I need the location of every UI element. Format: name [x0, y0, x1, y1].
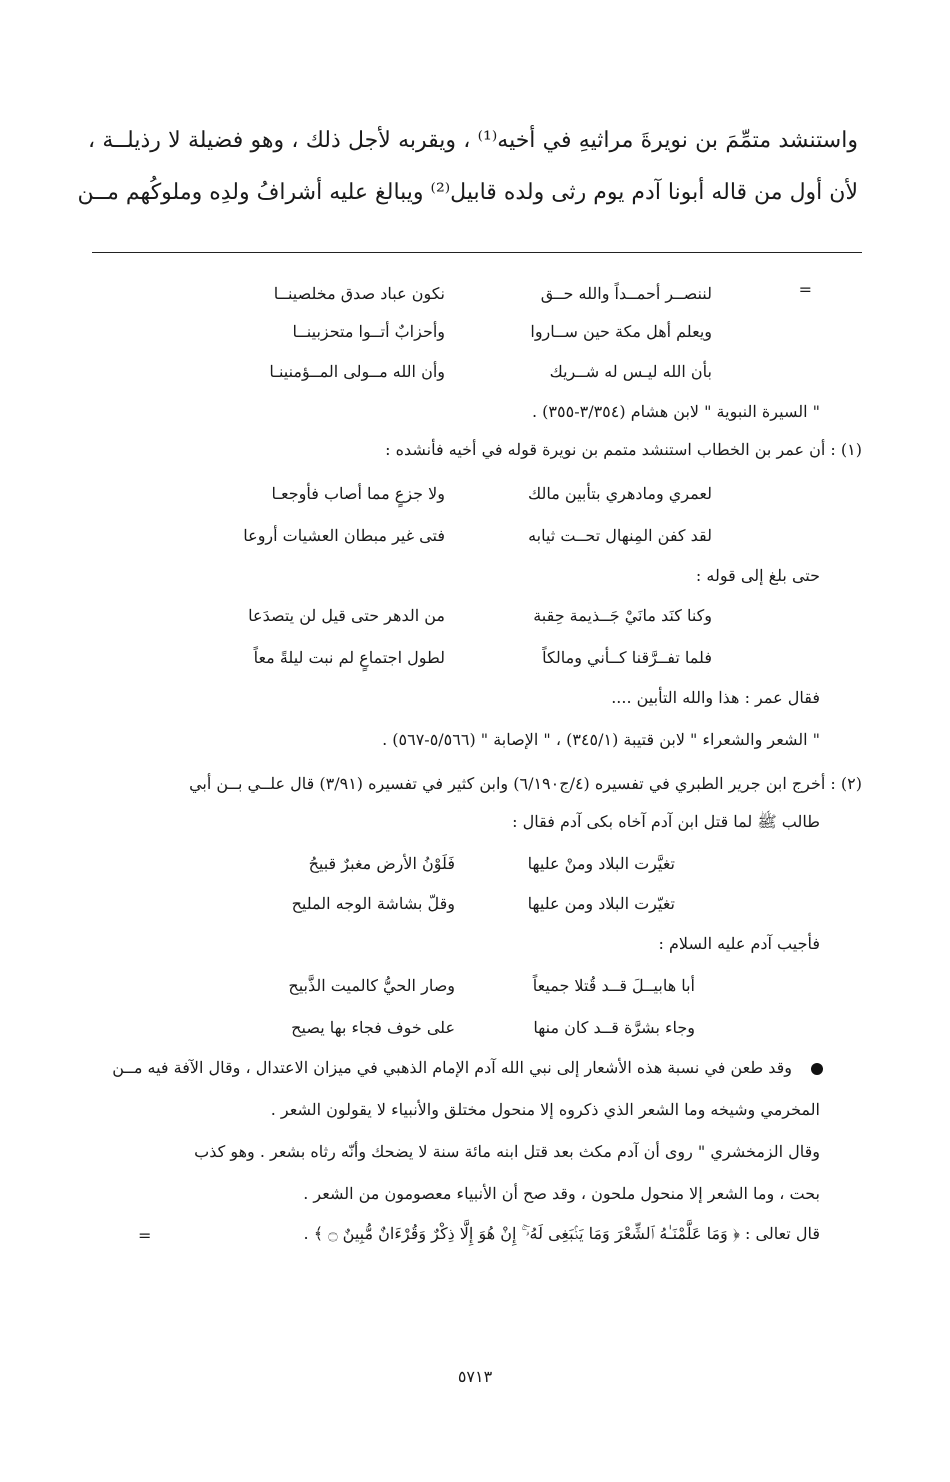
- main-text-line-1: واستنشد متمِّمَ بن نويرةَ مراثيهِ في أخيه⁽¹⁾ ، ويقربه لأجل ذلك ، وهو فضيلة لا رذيلــة ،: [88, 128, 858, 153]
- verse-hemistich: من الدهر حتى قيل لن يتصدَعا: [248, 606, 445, 625]
- footnote-1-source: " الشعر والشعراء " لابن قتيبة (٣٤٥/١) ، " الإصابة " (٥/٥٦٦-٥٦٧) .: [382, 730, 820, 749]
- verse-hemistich: وأن الله مــولى المــؤمنينـا: [269, 362, 445, 381]
- verse-hemistich: فلما تفــرَّقنا كــأني ومالكاً: [542, 648, 712, 667]
- note-line-1: وقد طعن في نسبة هذه الأشعار إلى نبي الله آدم الإمام الذهبي في ميزان الاعتدال ، وقال الآفة فيه مــن: [112, 1058, 792, 1077]
- footnote-1-omar: فقال عمر : هذا والله التأبين ....: [611, 688, 820, 707]
- note-line-3: وقال الزمخشري " روى أن آدم مكث بعد قتل ابنه مائة سنة لا يضحك وأنّه رثاه بشعر . وهو كذب: [194, 1142, 820, 1161]
- verse-hemistich: بأن الله ليـس له شــريك: [549, 362, 712, 381]
- verse-hemistich: وصار الحيُّ كالميت الذَّبيح: [288, 976, 455, 995]
- verse-hemistich: وأحزابٌ أتــوا متحزبينــا: [292, 322, 445, 341]
- verse-hemistich: وقلّ بشاشة الوجه المليح: [291, 894, 455, 913]
- footnote-2-line-2: طالب ﷺ لما قتل ابن آدم آخاه بكى آدم فقال :: [512, 812, 820, 831]
- main-text-line-2: لأن أول من قاله أبونا آدم يوم رثى ولده قابيل⁽²⁾ ويبالغ عليه أشرافُ ولدِه وملوكُهم مــن: [77, 180, 858, 205]
- continuation-mark: =: [138, 1226, 152, 1245]
- note-line-5-quran: قال تعالى : ﴿ وَمَا عَلَّمْنَـٰهُ ٱلشِّعْرَ وَمَا يَنۢبَغِى لَهُۥٓ ۚ إِنْ هُوَ إِلَّا ذِكْرٌ وَقُرْءَانٌ مُّبِينٌ ۝ ﴾ .: [303, 1224, 820, 1243]
- page-number: ٥٧١٣: [457, 1367, 493, 1386]
- verse-hemistich: أبا هابيــلَ قــد قُتلا جميعاً: [532, 976, 695, 995]
- note-line-2: المخرمي وشيخه وما الشعر الذي ذكروه إلا منحول مختلق والأنبياء لا يقولون الشعر .: [270, 1100, 820, 1119]
- source-citation: " السيرة النبوية " لابن هشام (٣/٣٥٤-٣٥٥) .: [531, 402, 820, 421]
- verse-hemistich: تغيّرت البلاد ومن عليها: [527, 894, 675, 913]
- verse-hemistich: وكنا كنَد مانَيْ جَــذيمة حِقبة: [533, 606, 712, 625]
- verse-hemistich: لطول اجتماعٍ لم نبت ليلةً معاً: [253, 648, 445, 667]
- footnote-1-until: حتى بلغ إلى قوله :: [695, 566, 820, 585]
- footnote-separator: [92, 252, 862, 253]
- verse-hemistich: تغيَّرت البلاد ومنْ عليها: [527, 854, 675, 873]
- verse-hemistich: ويعلم أهل مكة حين ســاروا: [530, 322, 712, 341]
- verse-hemistich: لعمري ومادهري بتأبين مالك: [528, 484, 712, 503]
- verse-hemistich: وجاء بشرَّة قــد كان منها: [533, 1018, 695, 1037]
- footnote-2-answer: فأجيب آدم عليه السلام :: [658, 934, 820, 953]
- verse-hemistich: فَلَوْنُ الأرض مغبرٌ قبيحُ: [308, 854, 455, 873]
- verse-hemistich: نكون عباد صدق مخلصينــا: [273, 284, 445, 303]
- verse-hemistich: ولا جزعٍ مما أصاب فأوجعـا: [271, 484, 445, 503]
- verse-hemistich: لننصــر أحمــداً والله حــق: [540, 284, 712, 303]
- footnote-2-line-1: (٢) : أخرج ابن جرير الطبري في تفسيره (٤/ج٦/١٩٠) وابن كثير في تفسيره (٣/٩١) قال علــي بــن أبي: [189, 774, 862, 793]
- verse-hemistich: على خوف فجاء بها يصيح: [291, 1018, 455, 1037]
- footnote-1-head: (١) : أن عمر بن الخطاب استنشد متمم بن نويرة قوله في أخيه فأنشده :: [385, 440, 862, 459]
- verse-hemistich: فتى غير مبطان العشيات أروعا: [243, 526, 445, 545]
- verse-hemistich: لقد كفن المِنهال تحــت ثيابه: [528, 526, 712, 545]
- note-line-4: بحت ، وما الشعر إلا منحول ملحون ، وقد صح أن الأنبياء معصومون من الشعر .: [303, 1184, 820, 1203]
- bullet-point: [811, 1063, 823, 1075]
- continuation-mark: =: [798, 280, 812, 299]
